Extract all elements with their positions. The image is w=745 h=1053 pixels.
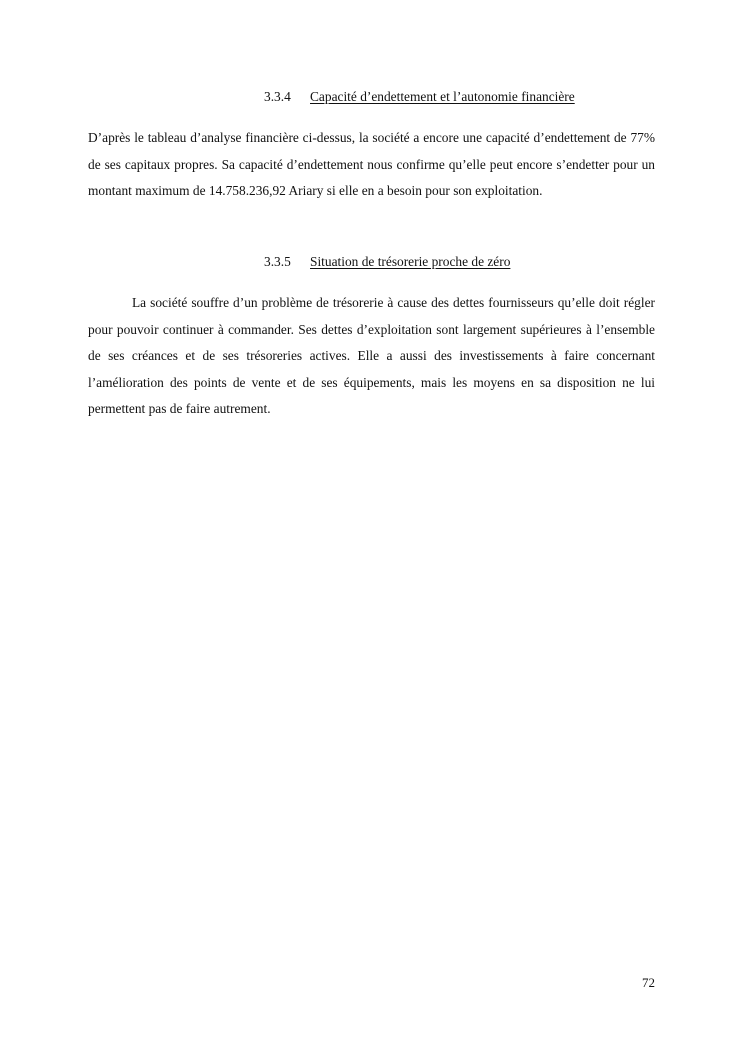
section-heading-3-3-5 <box>264 254 510 270</box>
page-number: 72 <box>642 975 655 990</box>
section-number: 3.3.5 <box>264 254 291 269</box>
section-title: Situation de trésorerie proche de zéro <box>310 254 511 269</box>
paragraph-debt-capacity: D’après le tableau d’analyse financière ci-dessus, la société a encore une capacité d’endettement de 77% de ses capitaux propres. Sa capacité d’endettement nous confirme qu’elle peut encore s’endetter pour un montant maximum de 14.758.236,92 Ariary si elle en a besoin pour son exploitation. <box>88 130 655 198</box>
paragraph-treasury: La société souffre d’un problème de trésorerie à cause des dettes fournisseurs qu’elle doit régler pour pouvoir continuer à commander. Ses dettes d’exploitation sont largement supérieures à l’ensemble de ses créances et de ses trésoreries actives. Elle a aussi des investissements à faire concernant l’amélioration des points de vente et de ses équipements, mais les moyens en sa disposition ne lui permettent pas de faire autrement. <box>88 295 655 416</box>
section-title: Capacité d’endettement et l’autonomie financière <box>310 89 575 104</box>
section-heading-3-3-4 <box>264 89 575 105</box>
section-number: 3.3.4 <box>264 89 291 104</box>
